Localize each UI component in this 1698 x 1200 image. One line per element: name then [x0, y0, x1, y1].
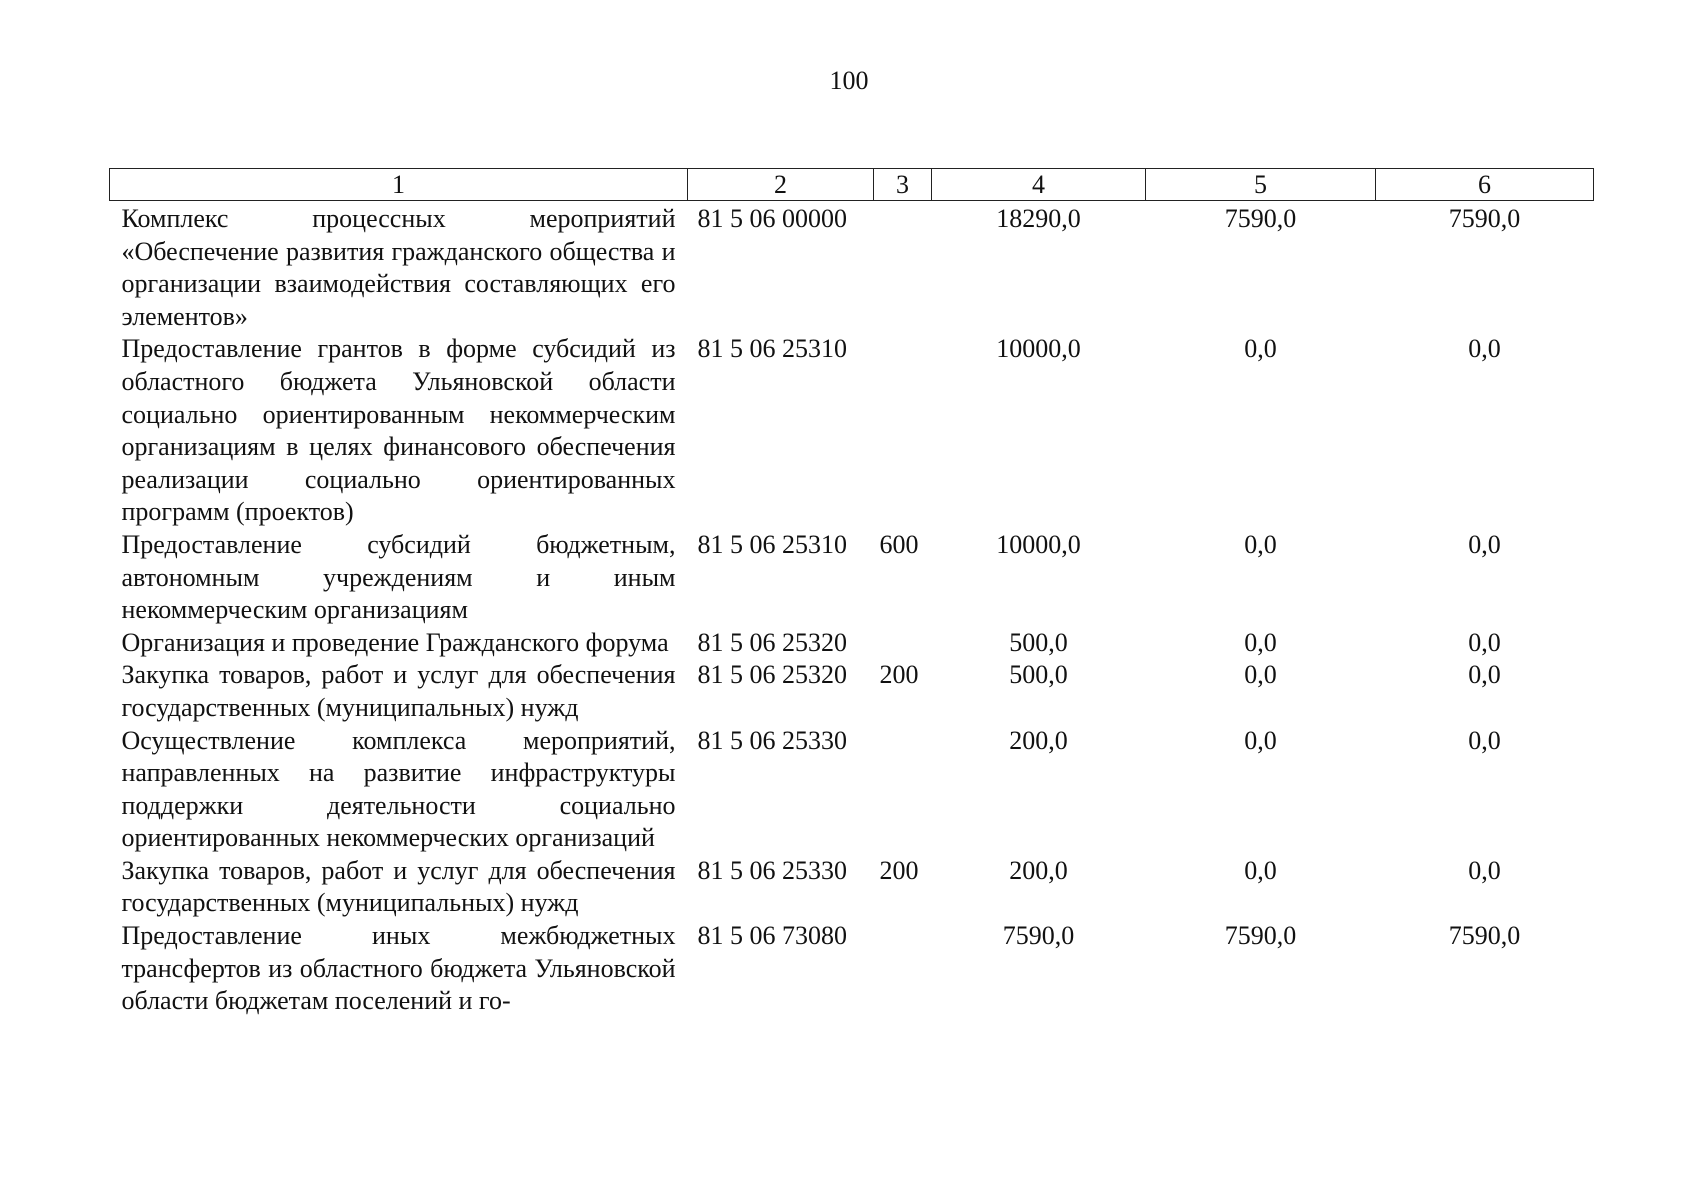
- table-row: [110, 201, 1594, 334]
- header-col-4: 4: [932, 169, 1146, 201]
- row-name: Предоставление иных межбюджетных трансфертов из областного бюджета Ульяновской области бюджетам поселений и го-: [121, 921, 676, 1016]
- budget-table-container: [109, 168, 1593, 1018]
- row-code: 81 5 06 25310: [697, 334, 847, 364]
- row-expense-type: [874, 920, 932, 1018]
- row-value-4: 500,0: [1009, 627, 1068, 657]
- row-value-5: 7590,0: [1224, 921, 1297, 951]
- row-expense-type: 600: [879, 529, 919, 559]
- page-number: 100: [829, 66, 869, 95]
- row-code: 81 5 06 73080: [697, 921, 847, 951]
- row-value-6: 0,0: [1468, 529, 1501, 559]
- row-expense-type: [874, 725, 932, 855]
- row-code: 81 5 06 25330: [697, 725, 847, 755]
- row-value-4: 200,0: [1009, 725, 1068, 755]
- row-value-4: 200,0: [1009, 855, 1068, 885]
- row-name: Осуществление комплекса мероприятий, направленных на развитие инфраструктуры поддержки деятельности социально ориентированных некоммерческих организаций: [121, 725, 676, 853]
- table-row: [110, 855, 1594, 920]
- row-value-5: 0,0: [1244, 855, 1277, 885]
- row-expense-type: 200: [879, 660, 919, 690]
- row-value-5: 0,0: [1244, 529, 1277, 559]
- row-value-5: 7590,0: [1224, 204, 1297, 233]
- row-name: Предоставление субсидий бюджетным, автономным учреждениям и иным некоммерческим организациям: [121, 529, 676, 625]
- table-row: [110, 333, 1594, 529]
- row-value-5: 0,0: [1244, 334, 1277, 364]
- header-col-5: 5: [1146, 169, 1376, 201]
- row-name: Предоставление грантов в форме субсидий из областного бюджета Ульяновской области социально ориентированным некоммерческим организациям в целях финансового обеспечения реализации социально ориентированных программ (проектов): [121, 334, 676, 527]
- header-col-3: 3: [874, 169, 932, 201]
- table-row: [110, 529, 1594, 627]
- row-value-4: 500,0: [1009, 660, 1068, 690]
- row-value-6: 0,0: [1468, 725, 1501, 755]
- row-value-5: 0,0: [1244, 725, 1277, 755]
- row-value-6: 0,0: [1468, 627, 1501, 657]
- row-code: 81 5 06 25320: [697, 660, 847, 690]
- row-value-6: 7590,0: [1448, 921, 1521, 951]
- row-value-4: 10000,0: [996, 529, 1081, 559]
- row-name: Организация и проведение Гражданского форума: [121, 627, 669, 657]
- row-expense-type: [874, 627, 932, 660]
- header-col-1: 1: [110, 169, 688, 201]
- row-value-6: 0,0: [1468, 855, 1501, 885]
- row-expense-type: [874, 201, 932, 334]
- row-value-5: 0,0: [1244, 660, 1277, 690]
- row-name: Комплекс процессных мероприятий «Обеспечение развития гражданского общества и организации взаимодействия составляющих его элементов»: [121, 204, 676, 331]
- row-value-5: 0,0: [1244, 627, 1277, 657]
- budget-table: [109, 168, 1594, 1018]
- row-code: 81 5 06 25320: [697, 627, 847, 657]
- row-code: 81 5 06 25310: [697, 529, 847, 559]
- row-expense-type: [874, 333, 932, 529]
- table-row: [110, 627, 1594, 660]
- row-value-4: 10000,0: [996, 334, 1081, 364]
- row-code: 81 5 06 00000: [697, 204, 847, 233]
- table-header-row: [110, 169, 1594, 201]
- row-name: Закупка товаров, работ и услуг для обеспечения государственных (муниципальных) нужд: [121, 855, 676, 918]
- row-value-6: 7590,0: [1448, 204, 1521, 233]
- table-row: [110, 659, 1594, 724]
- row-code: 81 5 06 25330: [697, 855, 847, 885]
- row-name: Закупка товаров, работ и услуг для обеспечения государственных (муниципальных) нужд: [121, 660, 676, 722]
- row-value-4: 7590,0: [1002, 921, 1075, 951]
- header-col-2: 2: [688, 169, 874, 201]
- row-expense-type: 200: [879, 855, 919, 885]
- row-value-6: 0,0: [1468, 660, 1501, 690]
- header-col-6: 6: [1376, 169, 1594, 201]
- row-value-4: 18290,0: [996, 204, 1081, 233]
- table-row: [110, 725, 1594, 855]
- table-row: [110, 920, 1594, 1018]
- row-value-6: 0,0: [1468, 334, 1501, 364]
